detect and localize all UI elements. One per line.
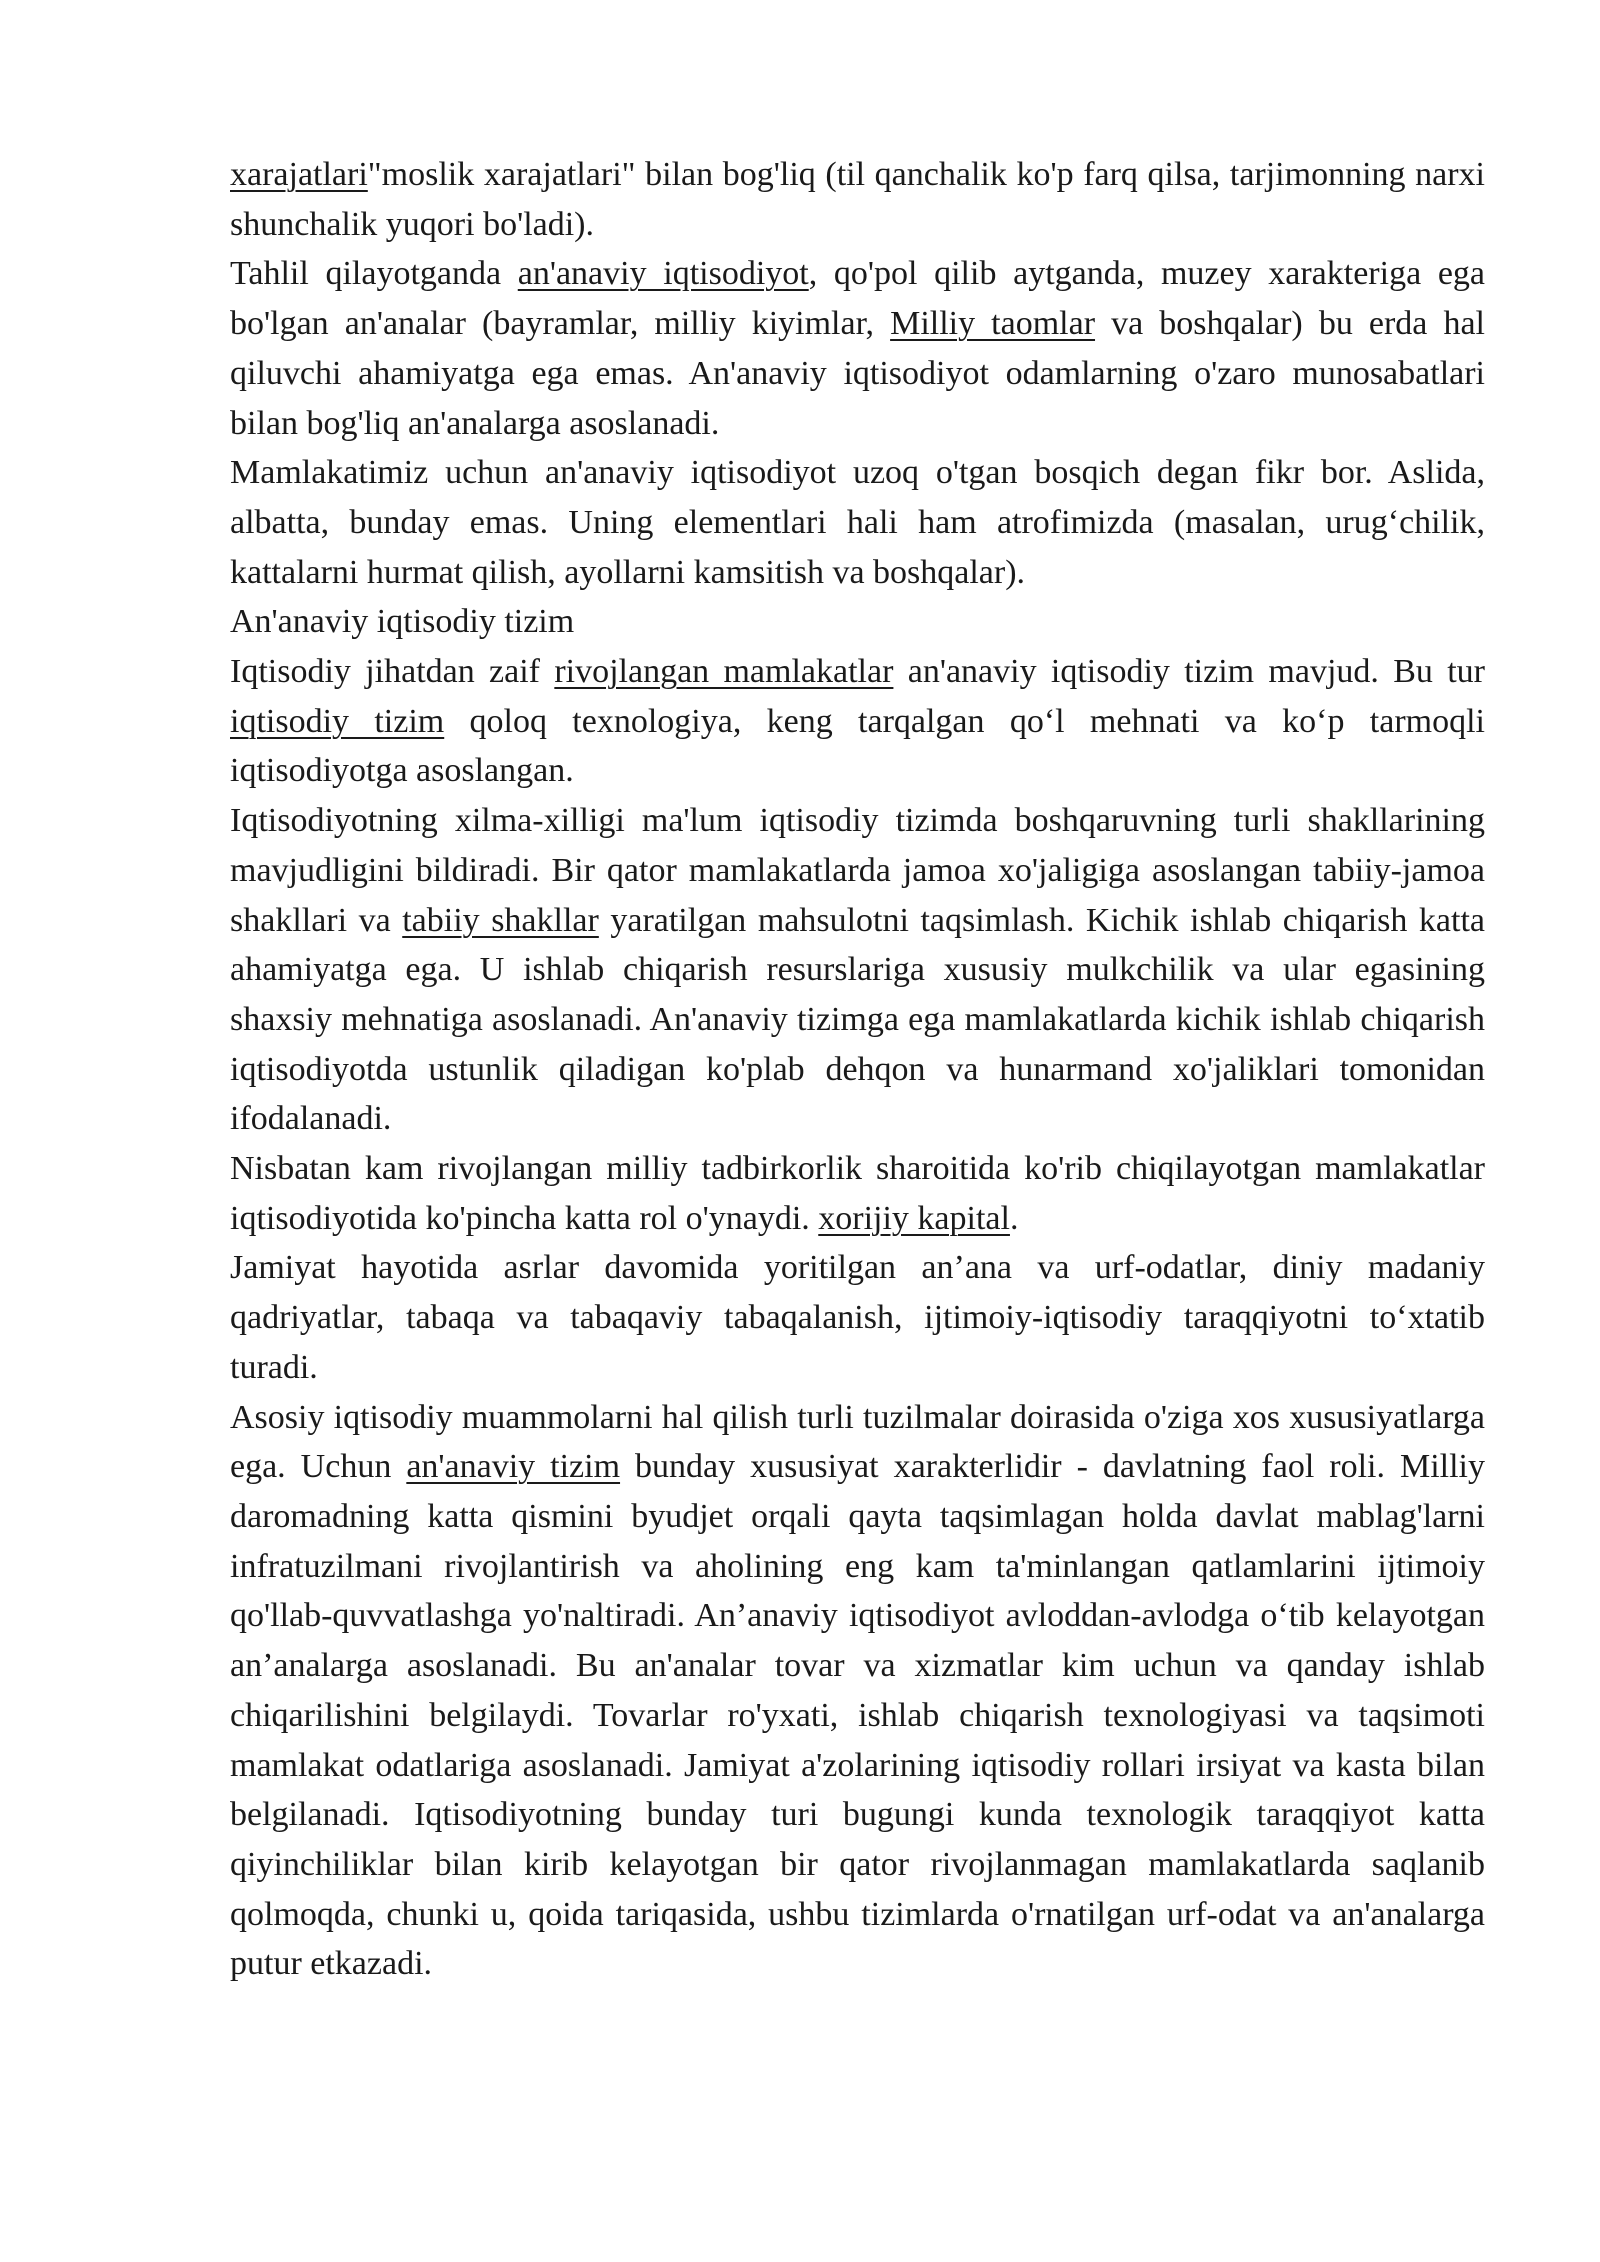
paragraph-6 [230, 1144, 1485, 1243]
paragraph-4 [230, 647, 1485, 796]
paragraph-7-text: Jamiyat hayotida asrlar davomida yoritilgan an’ana va urf-odatlar, diniy madaniy qadriyatlar, tabaqa va tabaqaviy tabaqalanish, ijtimoiy-iqtisodiy taraqqiyotni to‘xtatib turadi. [230, 1249, 1485, 1386]
paragraph-2-text-1: Tahlil qilayotganda [230, 255, 518, 293]
paragraph-6-text-1: Nisbatan kam rivojlangan milliy tadbirkorlik sharoitida ko'rib chiqilayotgan mamlakatlar iqtisodiyotida ko'pincha katta rol o'ynaydi. [230, 1150, 1485, 1237]
paragraph-5-text-1: Iqtisodiyotning xilma-xilligi ma'lum iqtisodiy tizimda boshqaruvning turli shakllarining mavjudligini bildiradi. Bir qator mamlakatlarda jamoa xo'jaligiga asoslangan tabiiy-jamoa shakllari va [230, 802, 1485, 939]
paragraph-2-text-3: va boshqalar) bu erda hal qiluvchi ahamiyatga ega emas. An'anaviy iqtisodiyot odamlarning o'zaro munosabatlari bilan bog'liq an'analarga asoslanadi. [230, 305, 1486, 442]
paragraph-1-text: "moslik xarajatlari" bilan bog'liq (til qanchalik ko'p farq qilsa, tarjimonning narxi shunchalik yuqori bo'ladi). [230, 156, 1485, 243]
link-ananaviy-iqtisodiyot[interactable]: an'anaviy iqtisodiyot [517, 255, 809, 293]
link-xorijiy-kapital[interactable]: xorijiy kapital [818, 1199, 1010, 1237]
paragraph-2-text-2: , qo'pol qilib aytganda, muzey xarakteriga ega bo'lgan an'analar (bayramlar, milliy kiyimlar, [230, 255, 1485, 343]
link-iqtisodiy-tizim[interactable]: iqtisodiy tizim [230, 702, 445, 740]
link-rivojlangan-mamlakatlar[interactable]: rivojlangan mamlakatlar [554, 653, 894, 691]
paragraph-4-text-2: an'anaviy iqtisodiy tizim mavjud. Bu tur [893, 653, 1486, 691]
paragraph-3-text: Mamlakatimiz uchun an'anaviy iqtisodiyot uzoq o'tgan bosqich degan fikr bor. Aslida, albatta, bunday emas. Uning elementlari hali ham atrofimizda (masalan, urug‘chilik, kattalarni hurmat qilish, ayollarni kamsitish va boshqalar). [230, 454, 1485, 591]
paragraph-8-text-1: Asosiy iqtisodiy muammolarni hal qilish turli tuzilmalar doirasida o'ziga xos xususiyatlarga ega. Uchun [230, 1398, 1485, 1486]
paragraph-7 [230, 1243, 1485, 1392]
section-heading-text: An'anaviy iqtisodiy tizim [230, 603, 575, 641]
paragraph-6-text-2: . [1009, 1199, 1019, 1237]
paragraph-5 [230, 796, 1485, 1144]
paragraph-5-text-2: yaratilgan mahsulotni taqsimlash. Kichik ishlab chiqarish katta ahamiyatga ega. U ishlab chiqarish resurslariga xususiy mulkchilik va ular egasining shaxsiy mehnatiga asoslanadi. An'anaviy tizimga ega mamlakatlarda kichik ishlab chiqarish iqtisodiyotda ustunlik qiladigan ko'plab dehqon va hunarmand xo'jaliklari tomonidan ifodalanadi. [230, 901, 1485, 1138]
link-tabiiy-shakllar[interactable]: tabiiy shakllar [402, 901, 599, 939]
paragraph-4-text-1: Iqtisodiy jihatdan zaif [230, 653, 555, 691]
paragraph-4-text-3: qoloq texnologiya, keng tarqalgan qo‘l mehnati va ko‘p tarmoqli iqtisodiyotga asoslangan. [230, 702, 1485, 790]
paragraph-8 [230, 1393, 1485, 1989]
section-heading [230, 597, 1485, 647]
link-xarajatlari[interactable]: xarajatlari [230, 156, 368, 193]
document-body [230, 150, 1485, 1989]
paragraph-2 [230, 249, 1485, 448]
link-ananaviy-tizim[interactable]: an'anaviy tizim [406, 1448, 621, 1486]
paragraph-3 [230, 448, 1485, 597]
paragraph-1 [230, 150, 1485, 249]
link-milliy-taomlar[interactable]: Milliy taomlar [890, 305, 1096, 343]
paragraph-8-text-2: bunday xususiyat xarakterlidir - davlatning faol roli. Milliy daromadning katta qismini byudjet orqali qayta taqsimlagan holda davlat mablag'larni infratuzilmani rivojlantirish va aholining eng kam ta'minlangan qatlamlarini ijtimoiy qo'llab-quvvatlashga yo'naltiradi. An’anaviy iqtisodiyot avloddan-avlodga o‘tib kelayotgan an’analarga asoslanadi. Bu an'analar tovar va xizmatlar kim uchun va qanday ishlab chiqarilishini belgilaydi. Tovarlar ro'yxati, ishlab chiqarish texnologiyasi va taqsimoti mamlakat odatlariga asoslanadi. Jamiyat a'zolarining iqtisodiy rollari irsiyat va kasta bilan belgilanadi. Iqtisodiyotning bunday turi bugungi kunda texnologik taraqqiyot katta qiyinchiliklar bilan kirib kelayotgan bir qator rivojlanmagan mamlakatlarda saqlanib qolmoqda, chunki u, qoida tariqasida, ushbu tizimlarda o'rnatilgan urf-odat va an'analarga putur etkazadi. [230, 1448, 1485, 1983]
